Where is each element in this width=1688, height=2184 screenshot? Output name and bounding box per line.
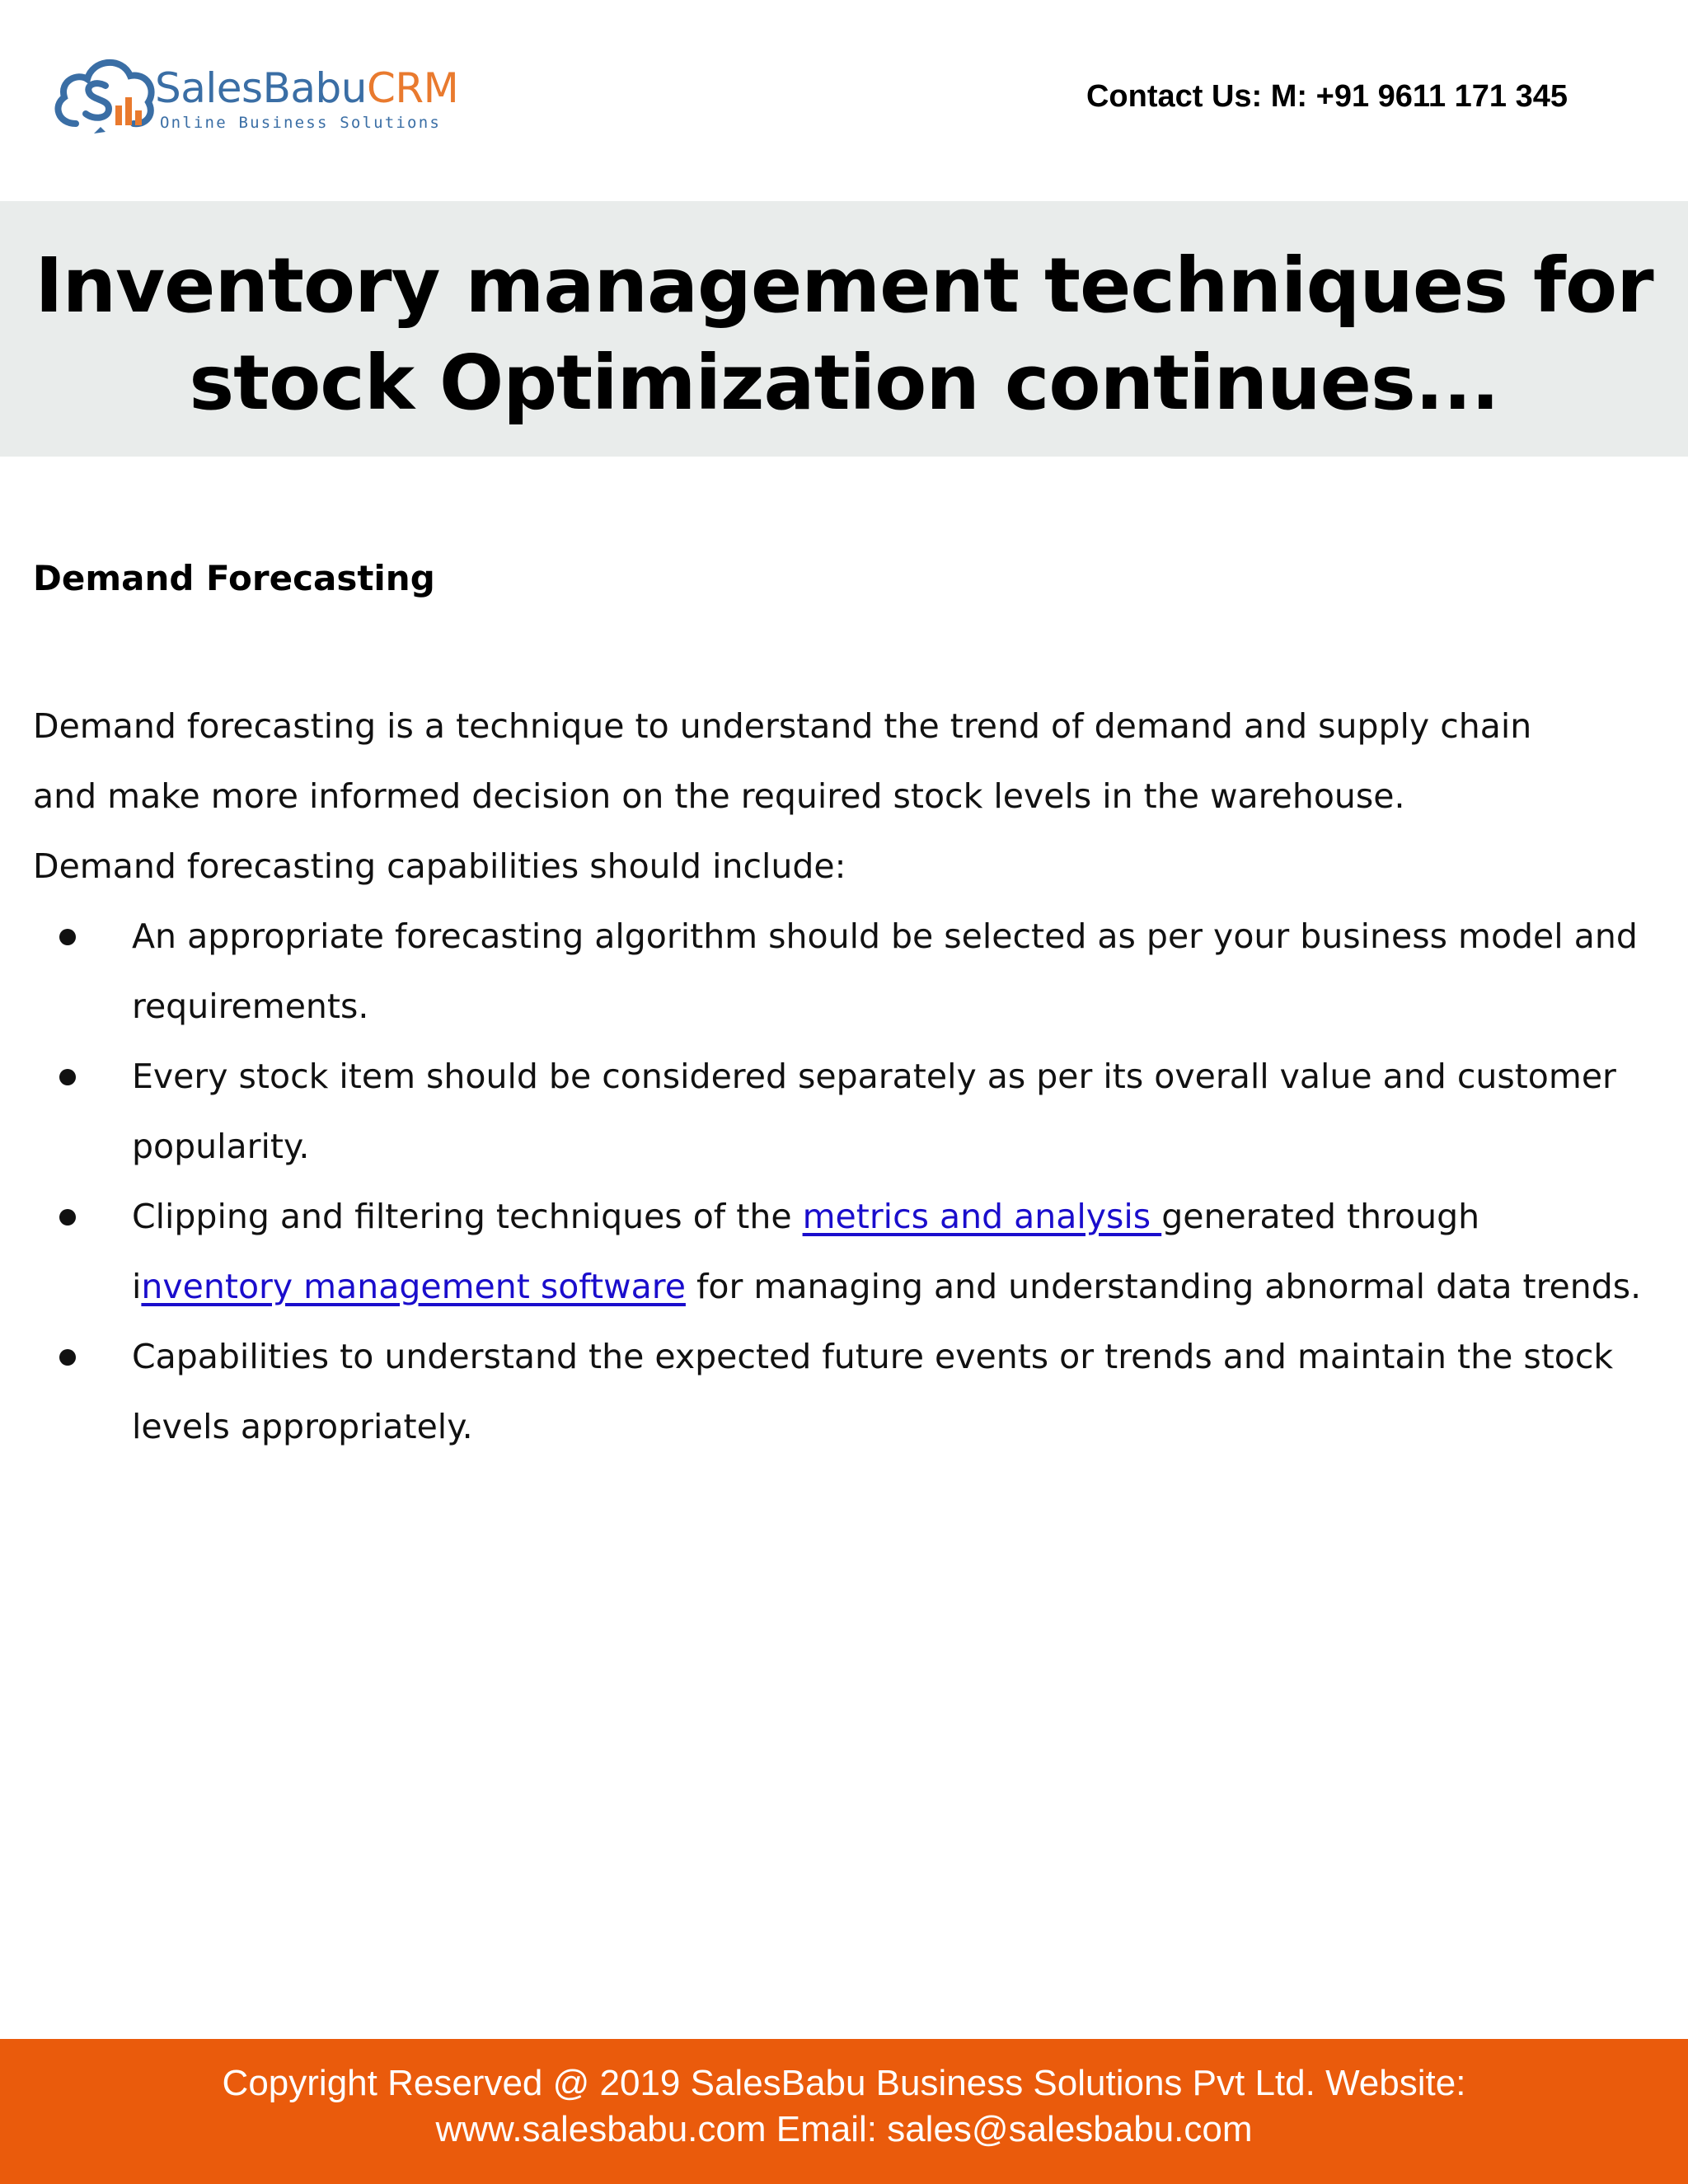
cloud-chart-logo-icon [51,48,158,138]
list-item [33,1182,1648,1322]
bullet-icon [59,929,76,945]
intro-line: Demand forecasting is a technique to understand the trend of demand and supply chain [33,706,1532,746]
page-title [0,237,1688,432]
list-item-text-middle: generated through i [132,1197,1480,1306]
intro-line: Demand forecasting capabilities should include: [33,846,846,886]
intro-line: and make more informed decision on the required stock levels in the warehouse. [33,776,1405,816]
list-item-text-before: Clipping and filtering techniques of the [132,1197,803,1236]
intro-paragraph [33,691,1648,902]
page-title-line1: Inventory management techniques for [35,241,1653,330]
bullet-icon [59,1069,76,1085]
main-content [33,551,1648,1462]
list-item-text-after: for managing and understanding abnormal data trends. [685,1267,1642,1306]
list-item [33,1042,1648,1182]
list-item [33,902,1648,1042]
metrics-and-analysis-link[interactable]: metrics and analysis [802,1197,1162,1236]
footer-contact: www.salesbabu.com Email: sales@salesbabu.com [435,2109,1253,2149]
contact-info: Contact Us: M: +91 9611 171 345 [1085,79,1568,114]
list-item-text: Capabilities to understand the expected future events or trends and maintain the stock levels appropriately. [132,1337,1614,1446]
logo-brand-part2: CRM [366,64,459,112]
list-item [33,1322,1648,1462]
footer-copyright: Copyright Reserved @ 2019 SalesBabu Business Solutions Pvt Ltd. Website: [222,2063,1466,2103]
page-header [0,0,1688,201]
list-item-text: Every stock item should be considered separately as per its overall value and customer popularity. [132,1057,1616,1166]
logo-tagline: Online Business Solutions [160,114,441,132]
logo-brand-part1: SalesBabu [155,64,367,112]
footer-text [0,2060,1688,2153]
capabilities-list [33,902,1648,1462]
salesbabu-logo[interactable] [51,48,459,138]
logo-brand-name [155,64,459,112]
section-heading: Demand Forecasting [33,558,435,598]
inventory-management-software-link[interactable]: nventory management software [141,1267,686,1306]
list-item-text: An appropriate forecasting algorithm should be selected as per your business model and requirements. [132,916,1638,1026]
bullet-icon [59,1349,76,1366]
bullet-icon [59,1209,76,1226]
page-footer [0,2039,1688,2184]
page-title-line2: stock Optimization continues... [189,339,1499,427]
